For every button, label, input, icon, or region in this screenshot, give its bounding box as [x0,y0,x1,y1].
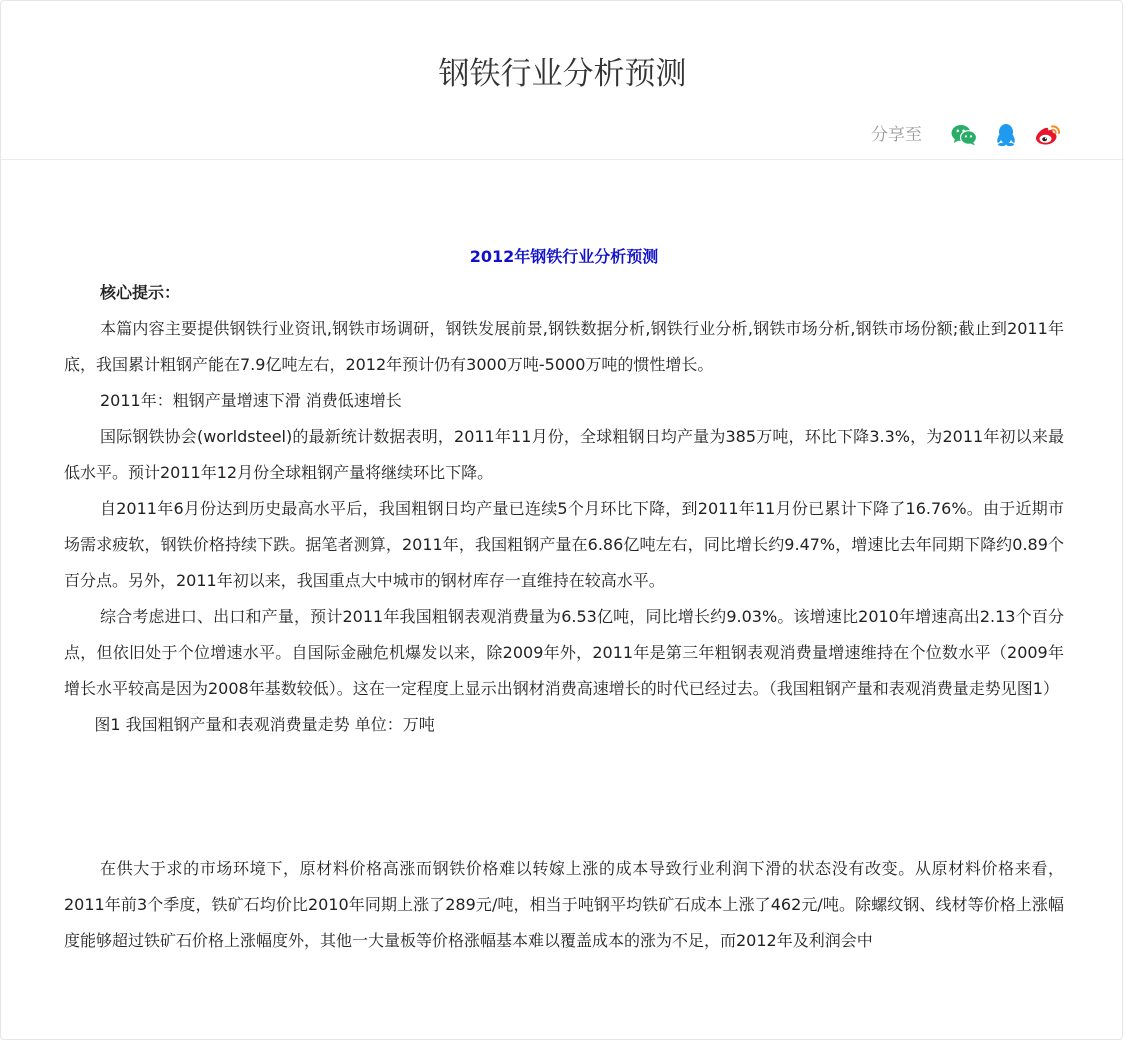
page-title: 钢铁行业分析预测 [438,56,687,92]
share-bar [871,121,1062,149]
paragraph-intro: 本篇内容主要提供钢铁行业资讯,钢铁市场调研，钢铁发展前景,钢铁数据分析,钢铁行业分析,钢铁市场分析,钢铁市场份额;截止到2011年底，我国累计粗钢产能在7.9亿吨左右，2012年预计仍有3000万吨-5000万吨的惯性增长。 [64,319,1064,374]
paragraph-subheading: 2011年：粗钢产量增速下滑 消费低速增长 [100,391,402,410]
wechat-icon[interactable] [950,121,978,149]
figure-caption: 图1 我国粗钢产量和表观消费量走势 单位：万吨 [94,715,435,734]
share-label: 分享至 [871,125,922,145]
paragraph-worldsteel: 国际钢铁协会(worldsteel)的最新统计数据表明，2011年11月份，全球粗钢日均产量为385万吨，环比下降3.3%，为2011年初以来最低水平。预计2011年12月份全球粗钢产量将继续环比下降。 [64,427,1064,482]
figure-placeholder [64,743,1064,851]
core-tip-label: 核心提示： [100,283,181,302]
article-header [1,1,1124,160]
qq-icon[interactable] [992,121,1020,149]
paragraph-costs: 在供大于求的市场环境下，原材料价格高涨而钢铁价格难以转嫁上涨的成本导致行业利润下滑的状态没有改变。从原材料价格来看，2011年前3个季度，铁矿石均价比2010年同期上涨了289元/吨，相当于吨钢平均铁矿石成本上涨了462元/吨。除螺纹钢、线材等价格上涨幅度能够超过铁矿石价格上涨幅度外，其他一大量板等价格涨幅基本难以覆盖成本的涨为不足，而2012年及利润会中 [64,859,1064,950]
article-headline: 2012年钢铁行业分析预测 [469,247,659,266]
weibo-icon[interactable] [1034,121,1062,149]
paragraph-consumption: 综合考虑进口、出口和产量，预计2011年我国粗钢表观消费量为6.53亿吨，同比增长约9.03%。该增速比2010年增速高出2.13个百分点，但依旧处于个位增速水平。自国际金融危机爆发以来，除2009年外，2011年是第三年粗钢表观消费量增速维持在个位数水平（2009年增长水平较高是因为2008年基数较低）。这在一定程度上显示出钢材消费高速增长的时代已经过去。（我国粗钢产量和表观消费量走势见图1） [64,607,1064,698]
article-body [64,239,1064,959]
paragraph-domestic-output: 自2011年6月份达到历史最高水平后，我国粗钢日均产量已连续5个月环比下降，到2011年11月份已累计下降了16.76%。由于近期市场需求疲软，钢铁价格持续下跌。据笔者测算，2011年，我国粗钢产量在6.86亿吨左右，同比增长约9.47%，增速比去年同期下降约0.89个百分点。另外，2011年初以来，我国重点大中城市的钢材库存一直维持在较高水平。 [64,499,1064,590]
